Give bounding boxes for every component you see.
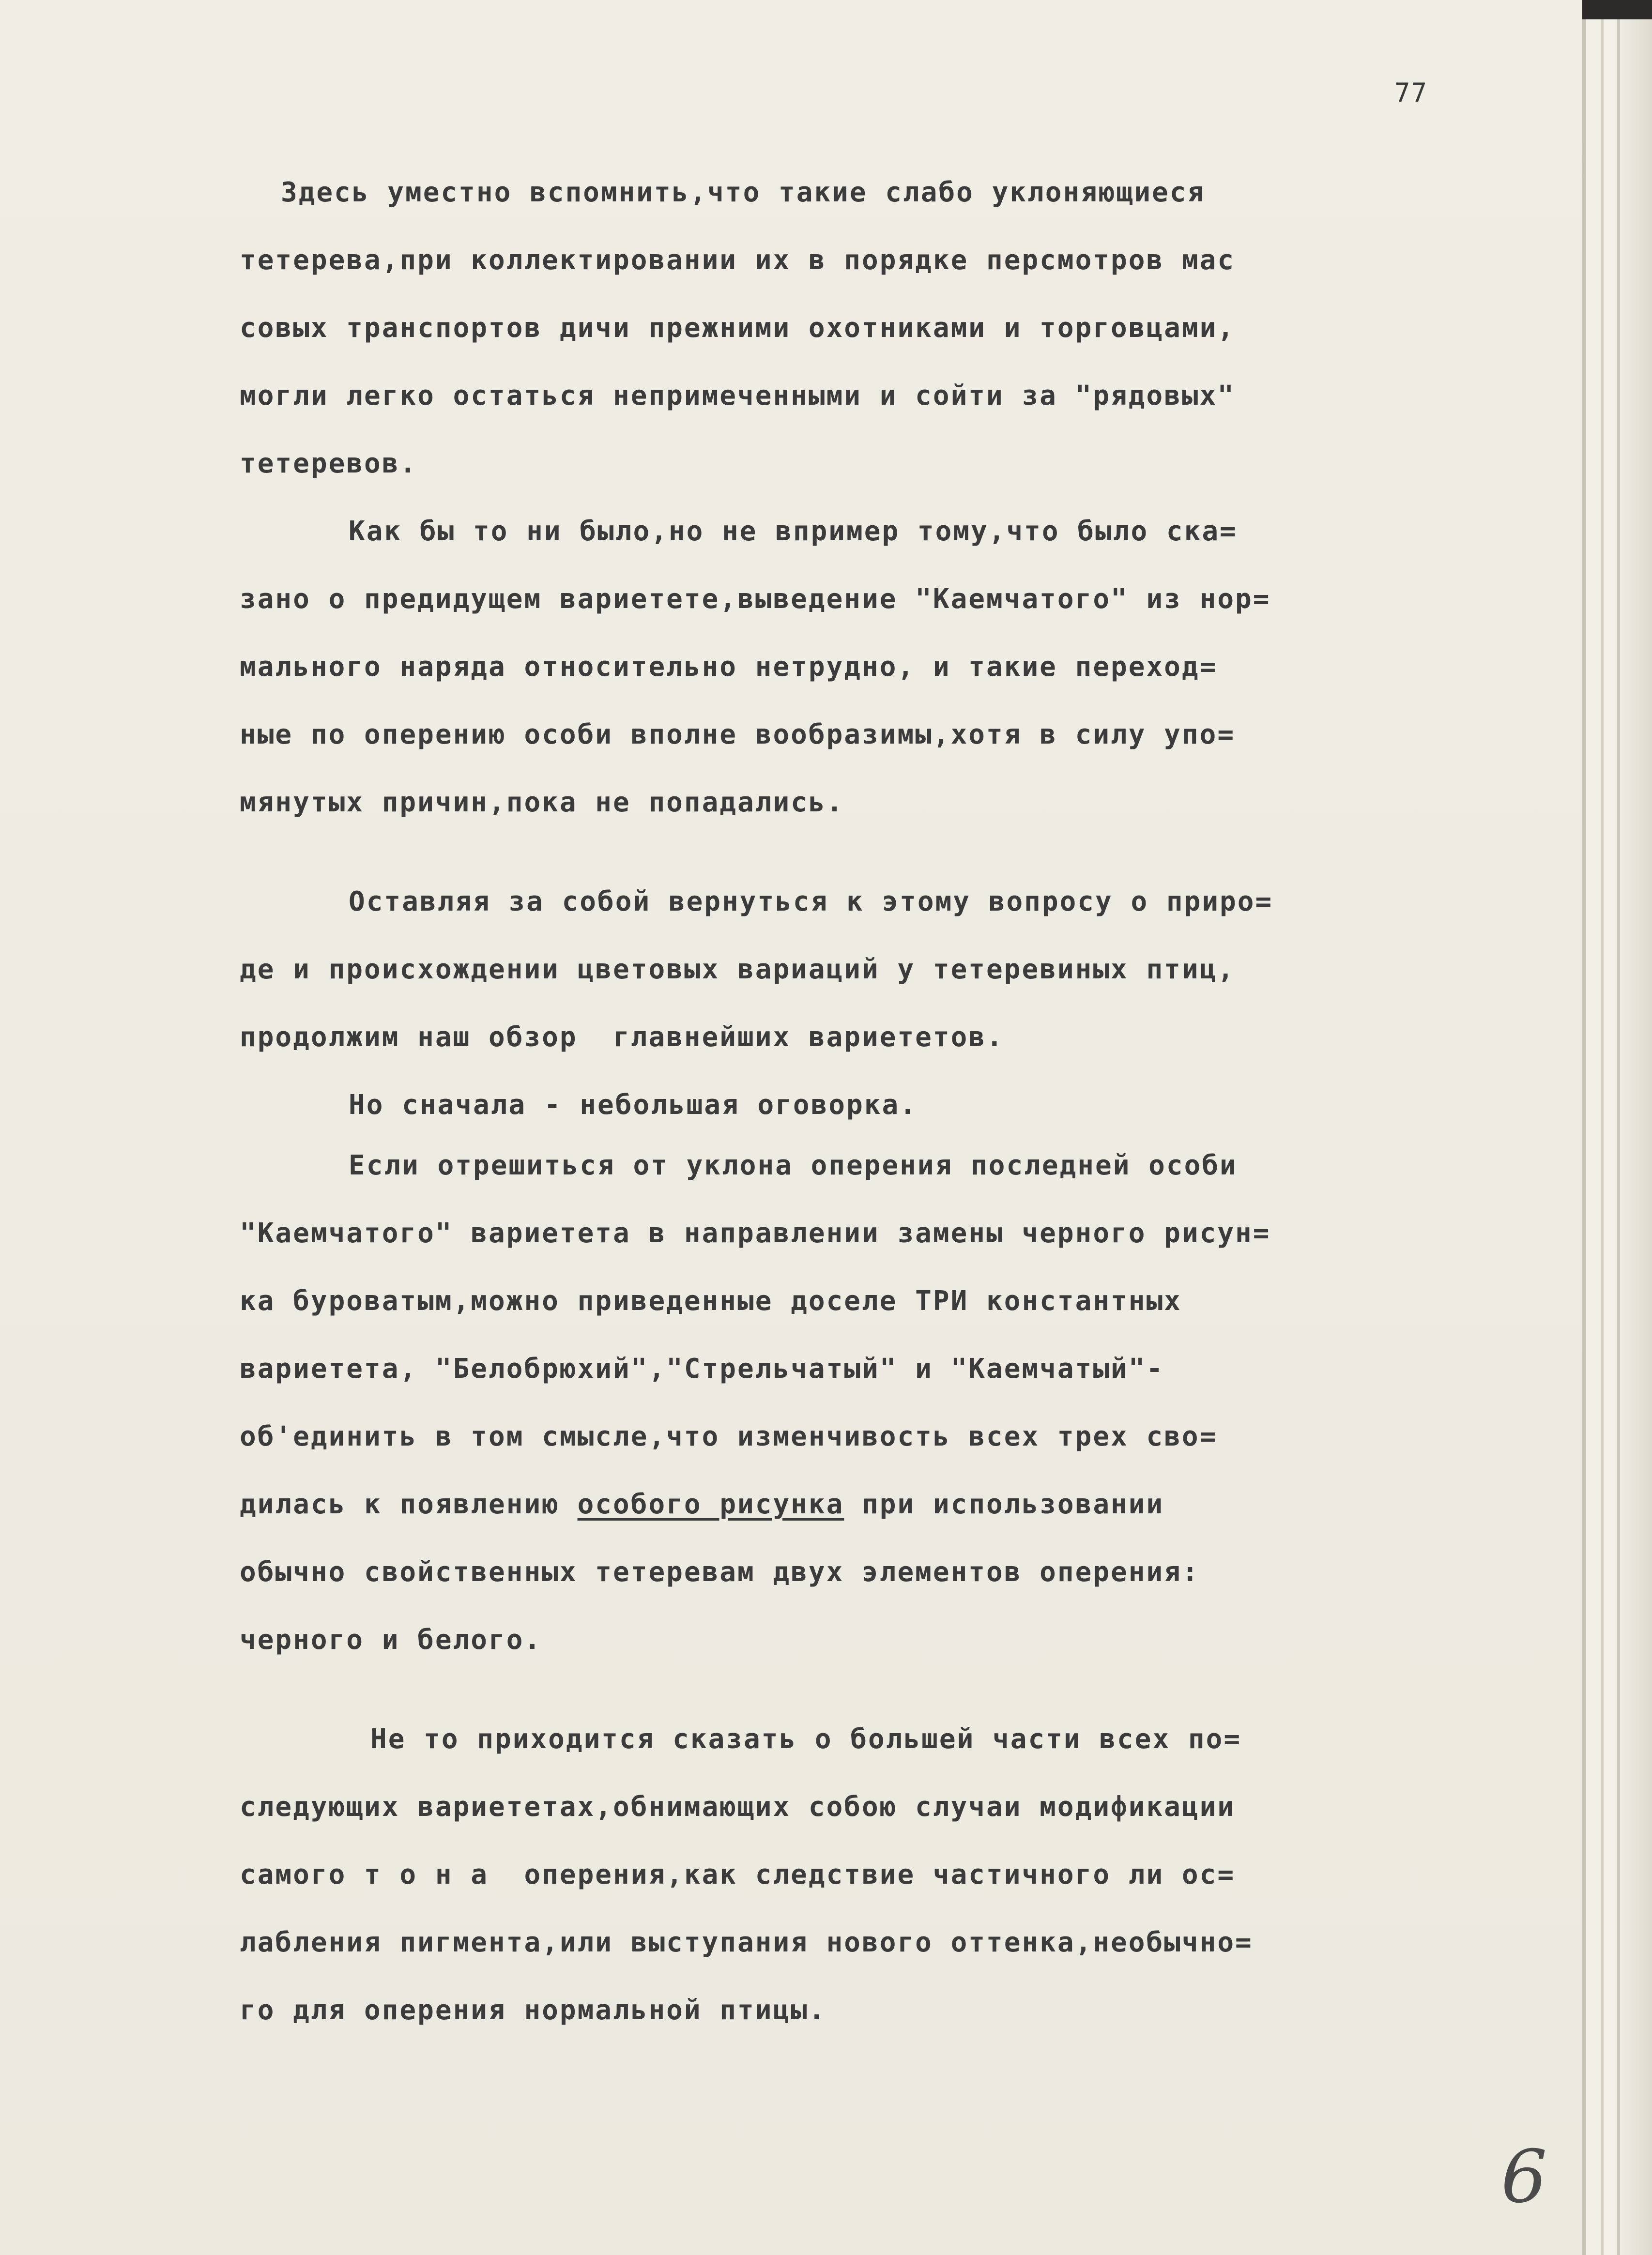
text-line: ные по оперению особи вполне вообразимы,хотя в силу упо= (240, 719, 1236, 750)
page-number: 77 (1394, 77, 1428, 108)
text-line: "Каемчатого" вариетета в направлении замены черного рисун= (240, 1218, 1271, 1249)
text-line: тетеревов. (240, 448, 418, 479)
handwritten-page-mark: 6 (1501, 2135, 1547, 2219)
text-line: мянутых причин,пока не попадались. (240, 787, 844, 818)
scan-background-corner (1582, 0, 1652, 19)
text-line: тетерева,при коллектировании их в порядке персмотров мас (240, 244, 1236, 276)
text-line: обычно свойственных тетеревам двух элементов оперения: (240, 1556, 1200, 1588)
text-line: Если отрешиться от уклона оперения последней особи (349, 1150, 1238, 1181)
text-line: ка буроватым,можно приведенные доселе ТРИ константных (240, 1285, 1182, 1317)
text-line: черного и белого. (240, 1624, 542, 1656)
text-line: Оставляя за собой вернуться к этому вопросу о приро= (349, 886, 1273, 917)
text-line: продолжим наш обзор главнейших вариететов. (240, 1021, 1004, 1053)
text-line: Здесь уместно вспомнить,что такие слабо уклоняющиеся (281, 177, 1206, 208)
page-stack-edge (1620, 0, 1652, 2255)
text-line: мального наряда относительно нетрудно, и такие переход= (240, 651, 1218, 683)
text-line: об'единить в том смысле,что изменчивость всех трех сво= (240, 1421, 1218, 1452)
text-line: Не то приходится сказать о большей части всех по= (370, 1723, 1242, 1755)
text-line: могли легко остаться непримеченными и сойти за "рядовых" (240, 380, 1236, 411)
text-line: следующих вариететах,обнимающих собою случаи модификации (240, 1791, 1236, 1823)
text-line: Но сначала - небольшая оговорка. (349, 1089, 918, 1121)
underlined-phrase: особого рисунка (577, 1489, 844, 1520)
page-stack-edge (1586, 0, 1601, 2255)
text-line: го для оперения нормальной птицы. (240, 1995, 826, 2026)
text-line: самого т о н а оперения,как следствие частичного ли ос= (240, 1859, 1236, 1890)
text-line: совых транспортов дичи прежними охотниками и торговцами, (240, 312, 1236, 344)
text-line: лабления пигмента,или выступания нового оттенка,необычно= (240, 1927, 1253, 1958)
text-line: зано о предидущем вариетете,выведение "Каемчатого" из нор= (240, 583, 1271, 615)
text-line: Как бы то ни было,но не впример тому,что было ска= (349, 516, 1238, 547)
text-line: вариетета, "Белобрюхий","Стрельчатый" и "Каемчатый"- (240, 1353, 1164, 1385)
page-stack-edge (1604, 0, 1617, 2255)
page-stack-edge (1582, 0, 1586, 2255)
text-line: де и происхождении цветовых вариаций у тетеревиных птиц, (240, 954, 1236, 985)
text-line: дилась к появлению особого рисунка при использовании (240, 1489, 1164, 1520)
